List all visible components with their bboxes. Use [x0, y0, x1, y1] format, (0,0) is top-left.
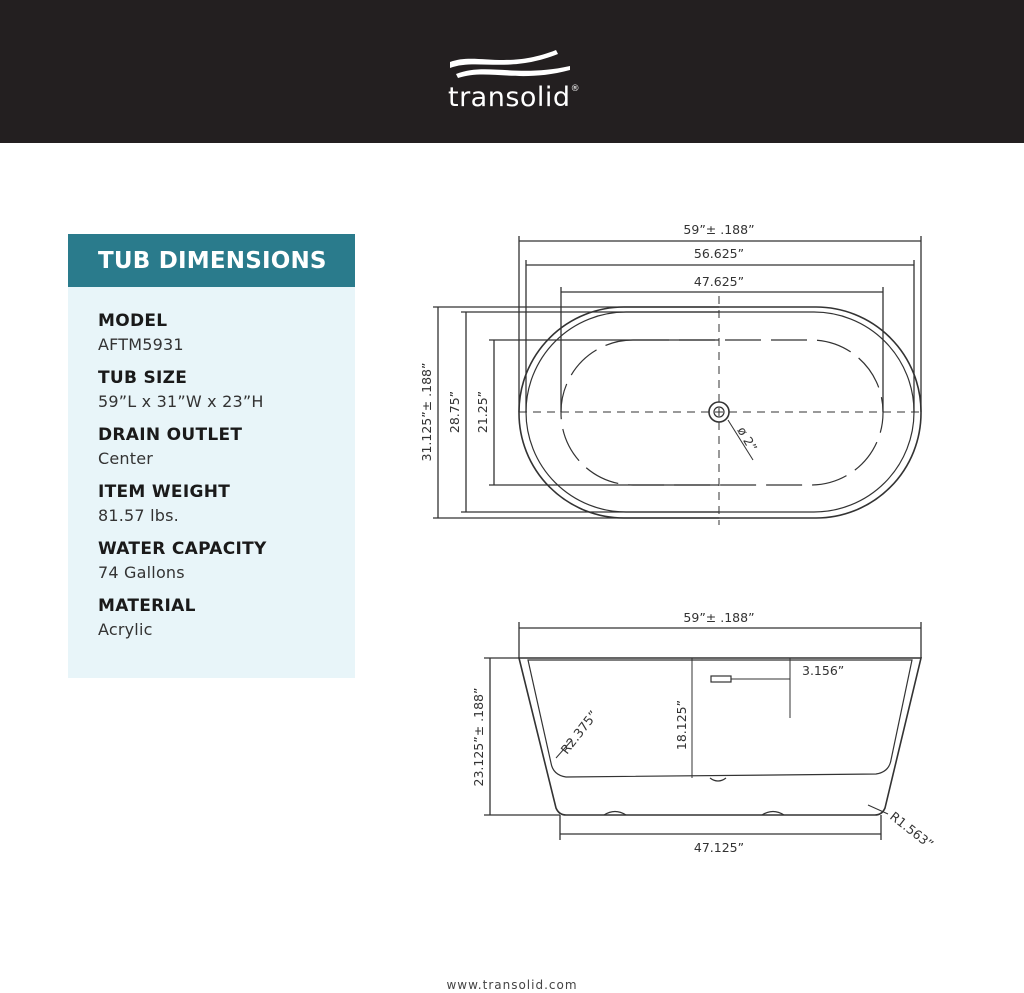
spec-label: ITEM WEIGHT [98, 482, 231, 502]
spec-label: TUB SIZE [98, 368, 188, 388]
dim-base-radius: R1.563” [887, 808, 937, 852]
spec-value: 59”L x 31”W x 23”H [98, 392, 264, 411]
spec-value: Center [98, 449, 154, 468]
dim-base-length: 47.125” [693, 840, 745, 855]
dim-overall-width: 31.125”± .188” [419, 362, 434, 462]
top-view [433, 236, 921, 525]
dim-overall-height: 23.125”± .188” [471, 687, 486, 787]
side-view [484, 622, 921, 840]
spec-label: MATERIAL [98, 596, 196, 616]
dim-overflow-offset: 3.156” [802, 663, 845, 678]
overflow-icon [711, 676, 731, 682]
spec-panel-title: TUB DIMENSIONS [98, 248, 327, 274]
registered-mark: ® [570, 84, 581, 94]
spec-label: DRAIN OUTLET [98, 425, 243, 445]
dim-basin-length: 47.625” [693, 274, 745, 289]
spec-value: AFTM5931 [98, 335, 184, 354]
dim-side-length: 59”± .188” [683, 610, 755, 625]
dim-rim-length: 56.625” [693, 246, 745, 261]
spec-value: Acrylic [98, 620, 153, 639]
dim-overall-length: 59”± .188” [683, 222, 755, 237]
website-link[interactable]: www.transolid.com [446, 978, 578, 992]
brand-name: transolid [448, 82, 571, 113]
spec-label: MODEL [98, 311, 168, 331]
spec-value: 74 Gallons [98, 563, 185, 582]
dim-rim-width: 28.75” [447, 390, 462, 434]
spec-label: WATER CAPACITY [98, 539, 267, 559]
dim-basin-depth: 18.125” [674, 699, 689, 751]
dim-inner-radius: R2.375” [557, 707, 601, 757]
spec-value: 81.57 lbs. [98, 506, 179, 525]
dim-drain-diameter: ø 2” [734, 424, 761, 455]
dim-basin-width: 21.25” [475, 390, 490, 434]
